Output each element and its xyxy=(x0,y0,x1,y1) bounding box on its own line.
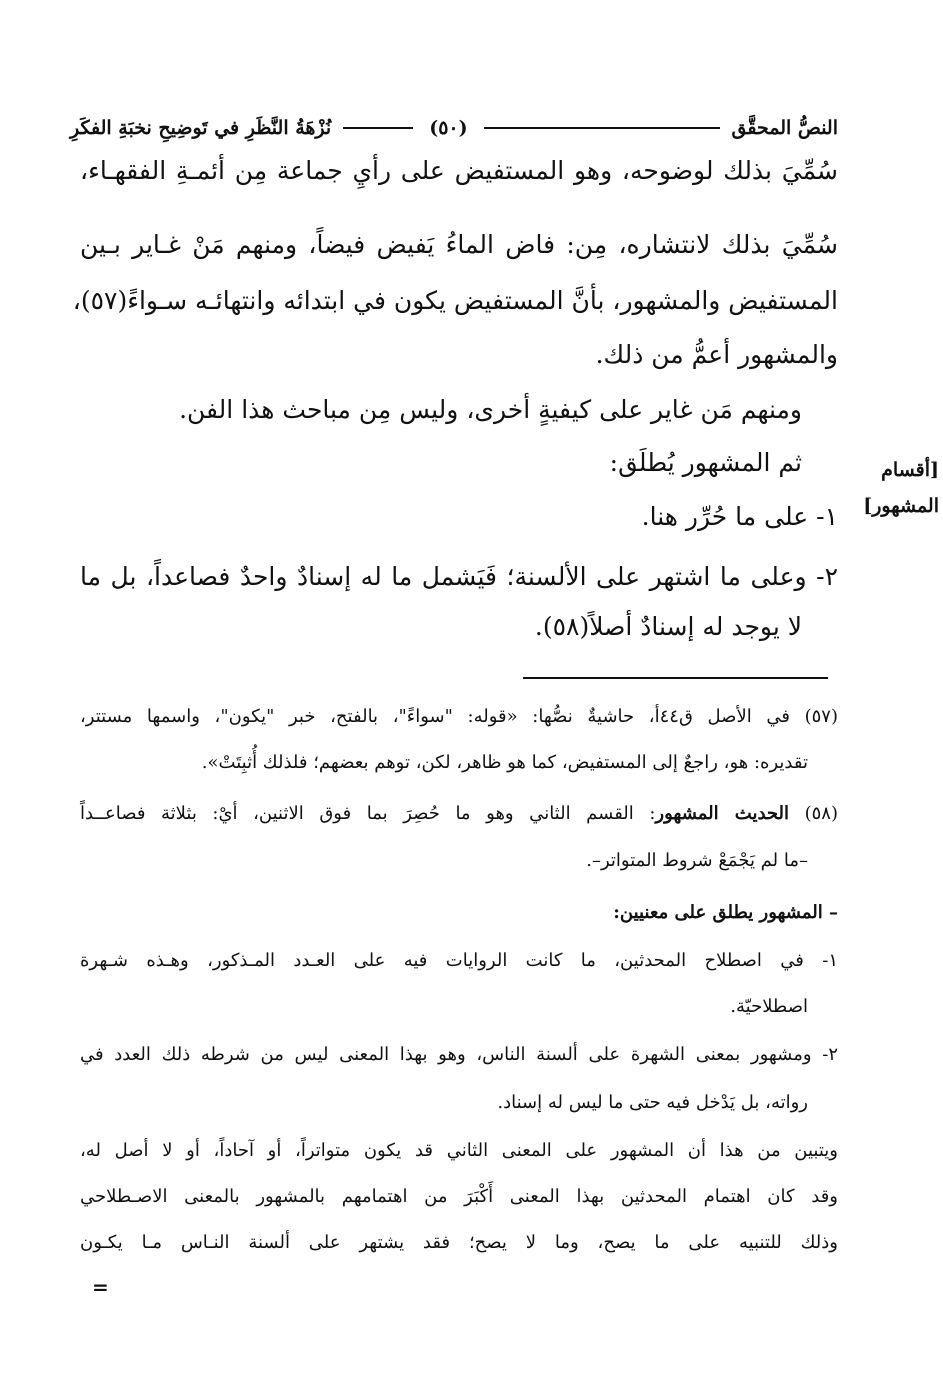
main-line: لا يوجد له إسنادٌ أصلاً(٥٨). xyxy=(534,612,802,641)
footnote-line: ١- في اصطلاح المحدثين، ما كانت الروايات فيه على العـدد المـذكور، وهـذه شـهرة xyxy=(80,950,838,971)
main-line: والمشهور أعمُّ من ذلك. xyxy=(595,340,838,369)
footnote-line: رواته، بل يَدْخل فيه حتى ما ليس له إسناد. xyxy=(497,1092,808,1113)
main-line: سُمِّيَ بذلك لوضوحه، وهو المستفيض على رأيِ جماعة مِن أئمـةِ الفقهـاء، xyxy=(80,156,838,185)
footnote-line: وقد كان اهتمام المحدثين بهذا المعنى أَكْبَرَ من اهتمامهم بالمشهور بالمعنى الاصـطلاحي xyxy=(80,1186,838,1207)
footnote-line: وذلك للتنبيه على ما يصح، وما لا يصح؛ فقد يشتهر على ألسنة النـاس مـا يكـون xyxy=(80,1232,838,1253)
footnote-text: : القسم الثاني وهو ما حُصِرَ بما فوق الاثنين، أيْ: بثلاثة فصاعــداً xyxy=(80,803,656,824)
main-line: المستفيض والمشهور، بأنَّ المستفيض يكون في ابتدائه وانتهائـه سـواءً(٥٧)، xyxy=(72,286,838,315)
header-book-title: نُزْهَةُ النَّظَرِ في تَوضِيحِ نخبَةِ الفكَرِ xyxy=(70,117,332,139)
main-line: ٢- وعلى ما اشتهر على الألسنة؛ فَيَشمل ما له إسنادٌ واحدٌ فصاعداً، بل ما xyxy=(80,562,838,591)
header-section-title: النصُّ المحقَّق xyxy=(731,117,838,139)
footnote-line: ويتبين من هذا أن المشهور على المعنى الثاني قد يكون متواتراً، أو آحاداً، أو لا أصل له، xyxy=(80,1140,838,1161)
margin-note-line: [أقسام xyxy=(881,459,939,481)
footnote-line: –ما لم يَجْمَعْ شروط المتواتر–. xyxy=(586,850,808,871)
continuation-mark: = xyxy=(92,1275,109,1299)
footnote-term: الحديث المشهور xyxy=(655,803,790,824)
page-number: (٥٠) xyxy=(429,117,468,139)
footnote-58-line xyxy=(80,803,838,824)
footnote-line: تقديره: هو، راجعٌ إلى المستفيض، كما هو ظاهر، لكن، توهم بعضهم؛ فلذلك أُثبِتَتْ». xyxy=(201,752,808,773)
main-line: ومنهم مَن غاير على كيفيةٍ أخرى، وليس مِن مباحث هذا الفن. xyxy=(179,395,802,424)
main-line: ١- على ما حُرِّر هنا. xyxy=(641,502,838,531)
margin-note-line: المشهور] xyxy=(863,495,939,517)
footnote-number: (٥٨) xyxy=(804,803,838,824)
footnote-line: (٥٧) في الأصل ق٤٤أ، حاشيةٌ نصُّها: «قوله: "سواءً"، بالفتح، خبر "يكون"، واسمها مستتر، xyxy=(80,706,838,727)
footnote-line: ٢- ومشهور بمعنى الشهرة على ألسنة الناس، وهو بهذا المعنى ليس من شرطه ذلك العدد في xyxy=(80,1044,838,1065)
main-line: ثم المشهور يُطلَق: xyxy=(609,448,802,477)
footnote-line: اصطلاحيّة. xyxy=(730,996,808,1017)
footnote-heading: – المشهور يطلق على معنيين: xyxy=(613,902,838,923)
footnotes xyxy=(72,0,838,1375)
margin-note xyxy=(864,452,939,524)
main-line: سُمِّيَ بذلك لانتشاره، مِن: فاض الماءُ يَفيض فيضاً، ومنهم مَنْ غـاير بـين xyxy=(80,230,838,259)
